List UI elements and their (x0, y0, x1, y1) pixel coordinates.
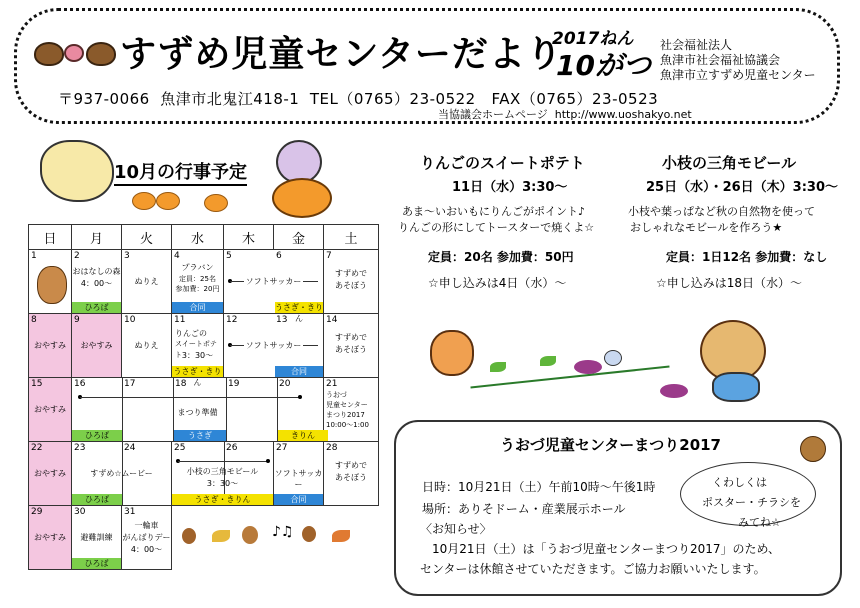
event1-capacity-fee: 定員：20名 参加費：50円 (428, 250, 574, 264)
calendar-day-span (172, 442, 274, 506)
day-number: 11 (174, 315, 186, 325)
day-event: おやすみ (34, 341, 66, 350)
calendar-week (29, 378, 379, 442)
day-event: おやすみ (34, 533, 66, 542)
day-event: おやすみ (80, 341, 113, 350)
group-tag: うさぎ・きりん (172, 494, 273, 505)
sweet-potato-icon (660, 384, 688, 398)
calendar-day (29, 378, 72, 442)
event2-title: 小枝の三角モビール (662, 154, 797, 172)
calendar-week (29, 250, 379, 314)
jack-o-lantern-icon (272, 178, 332, 218)
leaf-icon (212, 530, 230, 542)
group-tag: ひろば (72, 430, 122, 441)
group-tag: きりん (278, 430, 328, 441)
group-tag: うさぎ (174, 430, 226, 441)
day-event: がんばりデー (122, 533, 171, 542)
calendar-day (29, 314, 72, 378)
sweet-potato-icon (574, 360, 602, 374)
calendar-day (29, 442, 72, 506)
day-event: 10:00～1:00 (326, 421, 369, 429)
calendar-blank-area (172, 506, 379, 570)
event2-description: 小枝や葉っぱなど秋の自然物を使って (628, 205, 815, 218)
day-event: すずめで (334, 461, 368, 470)
events-heading: 10月の行事予定 (114, 158, 247, 186)
calendar-day-span (72, 378, 324, 442)
day-number: 20 (279, 379, 291, 389)
bubble-text: みてね☆ (738, 516, 781, 529)
group-tag: うさぎ・きりん (275, 303, 323, 323)
month-label: 10がつ (556, 49, 651, 82)
weekday-sun: 日 (29, 225, 72, 250)
day-event: おやすみ (34, 405, 66, 414)
calendar-day (72, 314, 122, 378)
day-number: 18 (175, 379, 187, 389)
day-number: 28 (326, 443, 338, 453)
pumpkin-icon (132, 192, 156, 210)
event1-title: りんごのスイートポテト (420, 154, 585, 172)
day-number: 21 (326, 379, 338, 389)
pumpkin-icon (156, 192, 180, 210)
day-event: 3：30～ (206, 479, 239, 488)
day-number: 17 (124, 379, 136, 389)
group-tag: ひろば (72, 494, 122, 505)
group-tag: ひろば (72, 558, 121, 569)
homepage-line: 当協議会ホームページ http://www.uoshakyo.net (438, 108, 692, 121)
weekday-tue: 火 (122, 225, 172, 250)
calendar-day (324, 378, 379, 442)
calendar-day (324, 442, 379, 506)
bubble-text: ポスター・チラシを (702, 496, 801, 509)
day-event: すずめ☆ムービー (90, 469, 153, 478)
day-number: 3 (124, 251, 130, 261)
calendar-day (29, 250, 72, 314)
day-event: うおづ (326, 391, 347, 399)
weekday-thu: 木 (224, 225, 274, 250)
calendar-day-span (224, 314, 324, 378)
festival-notice-label: 〈お知らせ〉 (420, 522, 492, 536)
range-dot (266, 459, 270, 463)
calendar-day-span (72, 442, 172, 506)
festival-place: 場所：ありそドーム・産業展示ホール (422, 502, 626, 516)
group-tag: 合同 (172, 302, 223, 313)
day-event: すずめで (334, 269, 368, 278)
day-event: プラバン (181, 263, 214, 272)
day-event: スイートポテト (175, 340, 217, 359)
festival-date: 日時：10月21日（土）午前10時～午後1時 (422, 480, 656, 494)
day-event: りんごの (175, 329, 207, 338)
day-number: 10 (124, 315, 136, 325)
day-event: あそぼう (335, 345, 367, 354)
day-number: 31 (124, 507, 136, 517)
event1-description: りんごの形にしてトースターで焼くよ☆ (398, 221, 595, 234)
weekday-header-row (29, 225, 379, 250)
day-event: ぬりえ (134, 341, 159, 350)
day-event: まつり準備 (177, 408, 218, 417)
acorn-icon (302, 526, 316, 542)
day-event: ソフトサッカー (245, 277, 302, 286)
day-event: 児童センター (326, 401, 368, 409)
calendar-day (172, 250, 224, 314)
day-number: 25 (174, 443, 186, 453)
day-event: すずめで (334, 333, 368, 342)
event1-signup-note: ☆申し込みは4日（水）～ (428, 276, 567, 290)
day-event: 3：30～ (181, 351, 214, 360)
calendar-week (29, 506, 379, 570)
day-event: 4：00～ (130, 545, 163, 554)
day-number: 29 (31, 507, 43, 517)
bird-mascot-illustration (800, 436, 826, 462)
day-event: あそぼう (335, 281, 367, 290)
range-line (178, 461, 268, 462)
calendar-day (29, 506, 72, 570)
day-event: 定員：25名 (179, 275, 216, 283)
day-number: 12 (226, 315, 238, 325)
weekday-fri: 金 (274, 225, 324, 250)
organization-block (660, 38, 816, 83)
acorn-icon (182, 528, 196, 544)
day-event: 避難訓練 (80, 533, 113, 542)
org-line: 魚津市社会福祉協議会 (660, 53, 781, 67)
day-number: 26 (226, 443, 238, 453)
day-number: 15 (31, 379, 43, 389)
org-line: 社会福祉法人 (660, 38, 733, 52)
day-event: おやすみ (34, 469, 66, 478)
day-number: 24 (124, 443, 136, 453)
group-tag: うさぎ・きりん (173, 367, 222, 387)
weekday-wed: 水 (172, 225, 224, 250)
day-event: あそぼう (335, 473, 367, 482)
day-number: 13 (276, 315, 288, 325)
group-tag: ひろば (72, 302, 121, 313)
day-number: 2 (74, 251, 80, 261)
group-tag: 合同 (275, 366, 323, 377)
day-number: 8 (31, 315, 37, 325)
dog-shirt-illustration (712, 372, 760, 402)
leaf-icon (490, 362, 506, 372)
day-event: 4：00～ (80, 279, 113, 288)
day-event: 一輪車 (134, 521, 159, 530)
festival-notice: センターは休館させていただきます。ご協力お願いいたします。 (420, 562, 766, 576)
newsletter-title: すずめ児童センターだより (120, 34, 563, 75)
music-note-icon: ♪♫ (272, 524, 294, 540)
chestnut-icon (242, 526, 258, 544)
event2-capacity-fee: 定員：1日12名 参加費：なし (666, 250, 828, 264)
calendar-week (29, 314, 379, 378)
group-tag: 合同 (274, 494, 323, 505)
event2-signup-note: ☆申し込みは18日（水）～ (656, 276, 803, 290)
day-event: 参加費：20円 (175, 285, 220, 293)
sparrow-icon (86, 42, 116, 66)
day-number: 1 (31, 251, 37, 261)
day-event: まつり2017 (326, 411, 365, 419)
sparrow-icon (34, 42, 64, 66)
calendar-day (122, 506, 172, 570)
calendar-day (122, 314, 172, 378)
calendar-day (324, 314, 379, 378)
day-number: 6 (276, 251, 282, 261)
calendar-day (72, 250, 122, 314)
calendar-day (274, 442, 324, 506)
address-line: 〒937-0066 魚津市北鬼江418-1 TEL（0765）23-0522 FAX（0765）23-0523 (58, 90, 659, 108)
day-number: 27 (276, 443, 288, 453)
event2-description: おしゃれなモビールを作ろう★ (630, 221, 783, 234)
day-number: 22 (31, 443, 43, 453)
cat-illustration (40, 140, 114, 202)
day-number: 14 (326, 315, 338, 325)
year-label: 2017ねん (552, 29, 634, 49)
calendar-day (324, 250, 379, 314)
day-number: 7 (326, 251, 332, 261)
squirrel-illustration (430, 330, 474, 376)
bubble-text: くわしくは (712, 476, 767, 489)
event2-date: 25日（水）・26日（木）3:30～ (646, 180, 839, 195)
weekday-sat: 土 (324, 225, 379, 250)
day-number: 9 (74, 315, 80, 325)
day-number: 19 (228, 379, 240, 389)
day-number: 16 (74, 379, 86, 389)
range-dot (298, 395, 302, 399)
day-event: ソフトサッカー (245, 341, 302, 350)
day-number: 23 (74, 443, 86, 453)
lion-mascot-illustration (37, 266, 67, 304)
leaf-icon (540, 356, 556, 366)
heart-icon (64, 44, 84, 62)
day-event: おはなしの森 (72, 267, 121, 276)
leaf-icon (332, 530, 350, 542)
festival-notice: 10月21日（土）は「うおづ児童センターまつり2017」のため、 (432, 542, 781, 556)
calendar-day (122, 250, 172, 314)
calendar-day (72, 506, 122, 570)
event1-description: あま～いおいもにりんごがポイント♪ (402, 205, 586, 218)
mouse-illustration (604, 350, 622, 366)
day-event: 小枝の三角モビール (186, 467, 259, 476)
day-event: ぬりえ (134, 277, 159, 286)
org-line: 魚津市立すずめ児童センター (660, 68, 816, 82)
calendar-week (29, 442, 379, 506)
range-line (80, 397, 300, 398)
event1-date: 11日（水）3:30～ (452, 180, 568, 195)
october-calendar (28, 224, 379, 570)
day-event: ソフトサッカー (274, 469, 323, 489)
day-number: 5 (226, 251, 232, 261)
day-number: 30 (74, 507, 86, 517)
day-number: 4 (174, 251, 180, 261)
pumpkin-icon (204, 194, 228, 212)
festival-title: うおづ児童センターまつり2017 (500, 436, 721, 454)
weekday-mon: 月 (72, 225, 122, 250)
